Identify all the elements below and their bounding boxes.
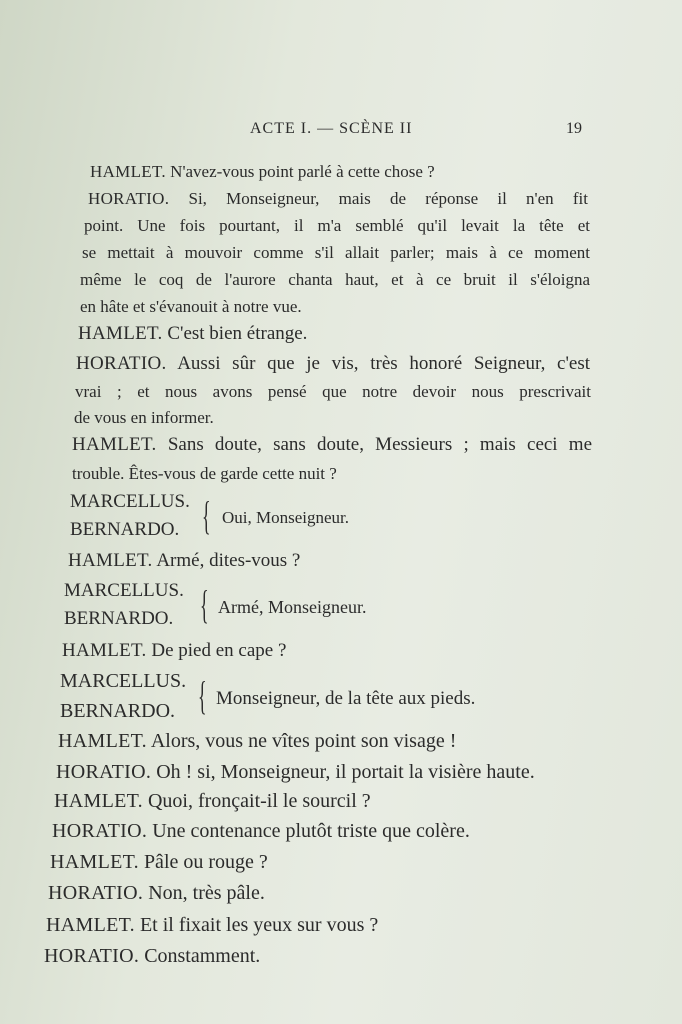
dialogue-text: Oui, Monseigneur. — [222, 508, 350, 527]
speaker-name: HAMLET. — [54, 790, 143, 812]
dialogue-line — [84, 216, 590, 236]
speaker-name: HAMLET. — [58, 730, 147, 752]
speaker-name: HAMLET. — [78, 323, 163, 344]
speaker-name: HORATIO. — [44, 945, 140, 967]
speaker-name: HAMLET. — [72, 434, 157, 455]
dialogue-line — [48, 882, 265, 905]
speaker-group — [60, 666, 186, 726]
dialogue-text: en hâte et s'évanouit à notre vue. — [80, 297, 302, 316]
dialogue-text: Et il fixait les yeux sur vous ? — [139, 914, 379, 936]
brace-glyph: { — [200, 582, 209, 627]
dialogue-text: Armé, dites-vous ? — [156, 550, 301, 571]
dialogue-line — [54, 790, 371, 813]
dialogue-text: se mettait à mouvoir comme s'il allait parler; mais à ce moment — [82, 243, 590, 262]
speaker-name: HORATIO. — [76, 353, 167, 374]
dialogue-text: Sans doute, sans doute, Messieurs ; mais ceci me — [167, 434, 593, 455]
speaker-name: MARCELLUS. — [70, 491, 190, 512]
dialogue-line — [56, 761, 535, 784]
dialogue-line — [58, 730, 456, 753]
dialogue-line — [72, 434, 592, 456]
dialogue-line — [50, 851, 268, 874]
dialogue-text: même le coq de l'aurore chanta haut, et à ce bruit il s'éloigna — [80, 270, 590, 289]
dialogue-line — [68, 550, 300, 572]
speaker-name: MARCELLUS. — [64, 580, 184, 601]
dialogue-line — [44, 945, 260, 968]
dialogue-text: Une contenance plutôt triste que colère. — [152, 820, 470, 842]
dialogue-text: Constamment. — [144, 945, 261, 967]
dialogue-text: C'est bien étrange. — [167, 323, 308, 344]
speaker-name: HAMLET. — [50, 851, 139, 873]
dialogue-line — [52, 820, 470, 843]
speaker-name: HORATIO. — [52, 820, 148, 842]
speaker-name: HAMLET. — [68, 550, 153, 571]
dialogue-text: Monseigneur, de la tête aux pieds. — [216, 688, 476, 709]
page-number: 19 — [566, 120, 582, 137]
dialogue-text: de vous en informer. — [74, 408, 214, 427]
dialogue-text: Armé, Monseigneur. — [218, 597, 367, 617]
speaker-name: HORATIO. — [56, 761, 152, 783]
dialogue-line — [76, 353, 590, 375]
dialogue-text: Non, très pâle. — [148, 882, 265, 904]
dialogue-line — [74, 408, 214, 428]
dialogue-text: Si, Monseigneur, mais de réponse il n'en fit — [188, 189, 588, 208]
dialogue-line — [75, 382, 591, 402]
speaker-name: BERNARDO. — [70, 519, 180, 540]
dialogue-line — [72, 464, 337, 484]
act-scene-title: ACTE I. — SCÈNE II — [250, 120, 413, 137]
speaker-name: MARCELLUS. — [60, 670, 187, 692]
dialogue-line — [90, 162, 435, 182]
speaker-name: BERNARDO. — [60, 700, 176, 722]
dialogue-line — [46, 914, 378, 937]
speaker-name: HORATIO. — [48, 882, 144, 904]
dialogue-line — [80, 297, 302, 317]
dialogue-line — [82, 243, 590, 263]
dialogue-text: De pied en cape ? — [151, 640, 287, 661]
speaker-name: BERNARDO. — [64, 608, 174, 629]
speaker-group — [64, 577, 184, 633]
dialogue-text: trouble. Êtes-vous de garde cette nuit ? — [72, 464, 337, 483]
dialogue-line — [88, 189, 588, 209]
dialogue-text: N'avez-vous point parlé à cette chose ? — [170, 162, 435, 181]
dialogue-line — [80, 270, 590, 290]
speaker-name: HORATIO. — [88, 189, 170, 208]
dialogue-text: point. Une fois pourtant, il m'a semblé qu'il levait la tête et — [84, 216, 590, 235]
speaker-name: HAMLET. — [62, 640, 147, 661]
dialogue-text: Oh ! si, Monseigneur, il portait la visière haute. — [156, 761, 535, 783]
speaker-name: HAMLET. — [46, 914, 135, 936]
speaker-group — [70, 488, 190, 544]
dialogue-text: Aussi sûr que je vis, très honoré Seigneur, c'est — [177, 353, 591, 374]
dialogue-line — [78, 323, 307, 345]
dialogue-line — [62, 640, 286, 662]
dialogue-text: Quoi, fronçait-il le sourcil ? — [147, 790, 371, 812]
dialogue-text: Pâle ou rouge ? — [143, 851, 268, 873]
dialogue-text: Alors, vous ne vîtes point son visage ! — [150, 730, 457, 752]
brace-glyph: { — [202, 493, 211, 538]
brace-glyph: { — [198, 673, 207, 718]
dialogue-text: vrai ; et nous avons pensé que notre devoir nous prescrivait — [75, 382, 591, 401]
speaker-name: HAMLET. — [90, 162, 166, 181]
